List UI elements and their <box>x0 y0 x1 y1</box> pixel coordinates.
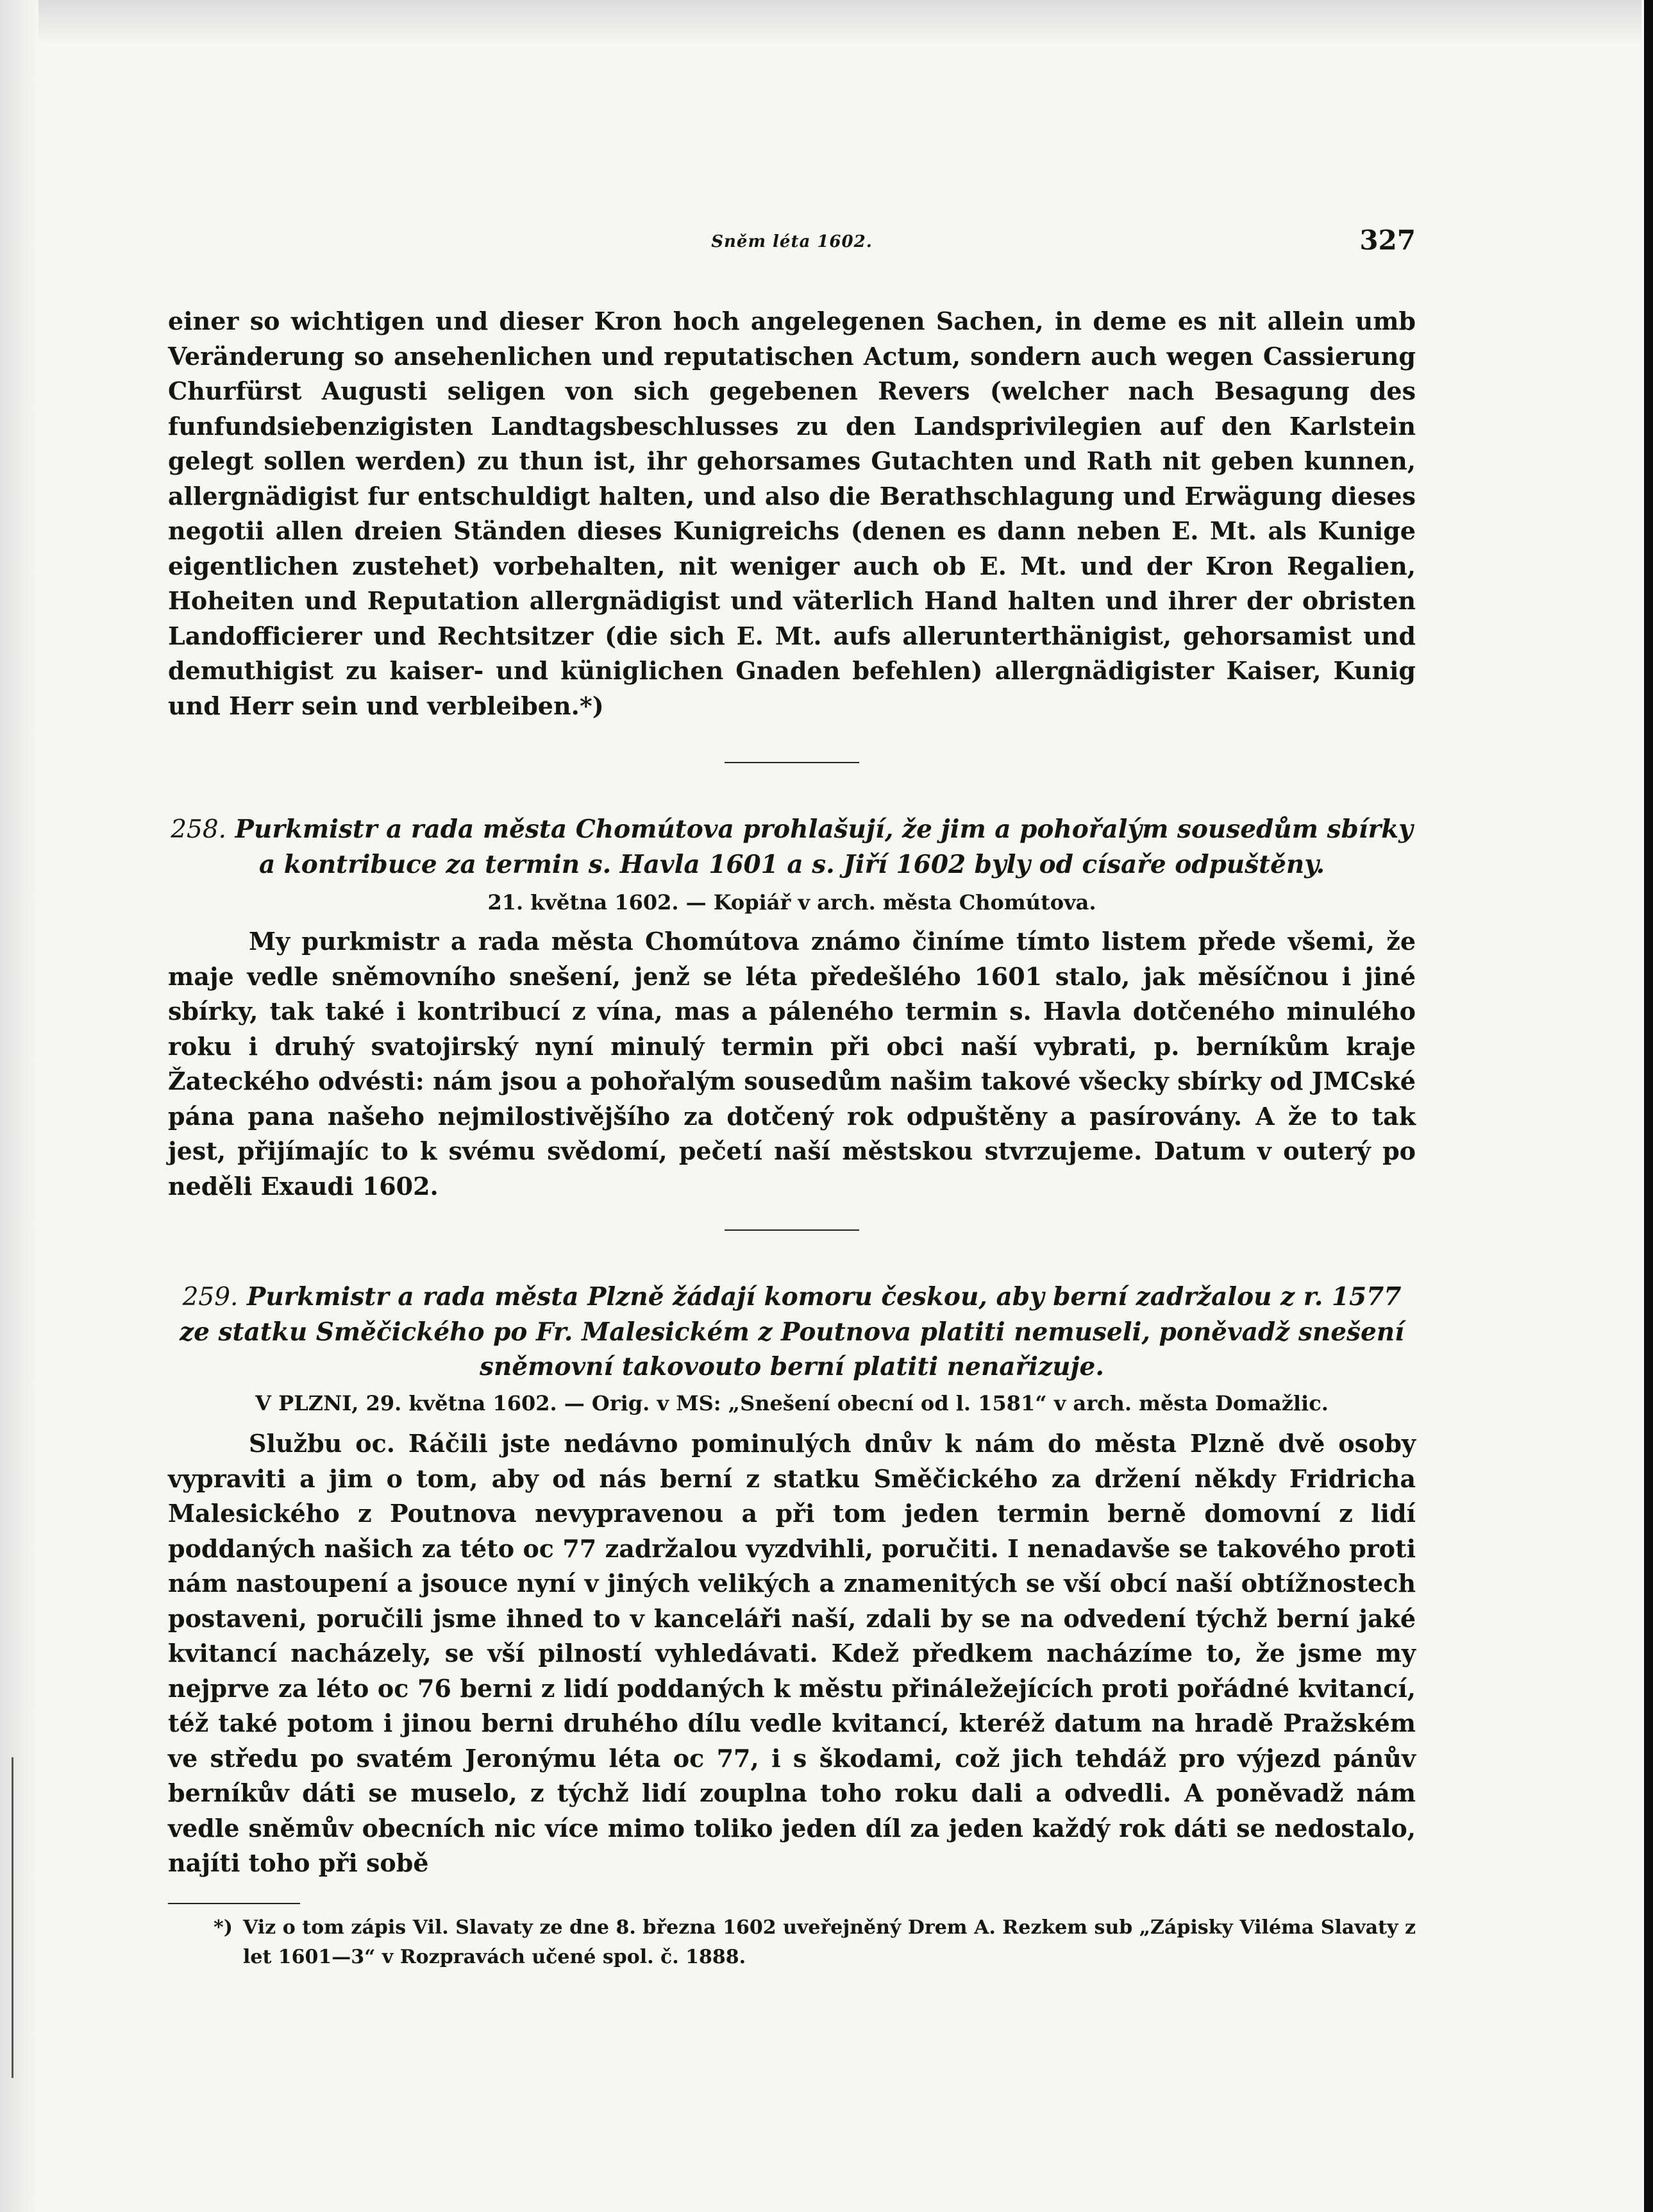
footnote <box>214 1913 1416 1972</box>
section-title: Purkmistr a rada města Plzně žádají komoru českou, aby berní zadržalou z r. 1577 ze statku Směčického po Fr. Malesickém z Poutnova platiti nemuseli, poněvadž snešení sněmovní takovouto berní platiti nenařizuje. <box>180 1282 1404 1381</box>
section-number: 259. <box>182 1283 239 1312</box>
page-content <box>168 224 1416 1972</box>
scan-left-shadow <box>0 0 38 2212</box>
section-title: Purkmistr a rada města Chomútova prohlašují, že jim a pohořalým sousedům sbírky a kontribuce za termin s. Havla 1601 a s. Jiří 1602 byly od císaře odpuštěny. <box>235 815 1413 879</box>
section-heading <box>168 812 1416 882</box>
page-header <box>168 224 1416 263</box>
section-source: 21. května 1602. — Kopiář v arch. města Chomútova. <box>487 890 1096 915</box>
intro-paragraph: einer so wichtigen und dieser Kron hoch angelegenen Sachen, in deme es nit allein umb Veränderung so ansehenlichen und reputatischen Actum, sondern auch wegen Cassierung Churfürst Augusti seligen von sich gegebenen Revers (welcher nach Besagung des funfundsiebenzigisten Landtagsbeschlusses zu den Landsprivilegien auf den Karlstein gelegt sollen werden) zu thun ist, ihr gehorsames Gutachten und Rath nit geben kunnen, allergnädigist fur entschuldigt halten, und also die Berathschlagung und Erwägung dieses negotii allen dreien Ständen dieses Kunigreichs (denen es dann neben E. Mt. als Kunige eigentlichen zustehet) vorbehalten, nit weniger auch ob E. Mt. und der Kron Regalien, Hoheiten und Reputation allergnädigist und väterlich Hand halten und ihrer der obristen Landofficierer und Rechtsitzer (die sich E. Mt. aufs allerunterthänigist, gehorsamist und demuthigist zu kaiser- und küniglichen Gnaden befehlen) allergnädigister Kaiser, Kunig und Herr sein und verbleiben.*) <box>168 307 1416 720</box>
section-body: Službu oc. Ráčili jste nedávno pominulých dnův k nám do města Plzně dvě osoby vypraviti a jim o tom, aby od nás berní z statku Směčického za držení někdy Fridricha Malesického z Poutnova nevypravenou a při tom jeden termin berně domovní z lidí poddaných našich za této oc 77 zadržalou vyzdvihli, poručiti. I nenadavše se takového proti nám nastoupení a jsouce nyní v jiných velikých a znamenitých se vší obcí naší obtížnostech postaveni, poručili jsme ihned to v kanceláři naší, zdali by se na odvedení týchž berní jaké kvitancí nacházely, se vší pilností vyhledávati. Kdež předkem nacházíme to, že jsme my nejprve za léto oc 76 berni z lidí poddaných k městu přináležejících proti pořádné kvitancí, též také potom i jinou berni druhého dílu vedle kvitancí, kteréž datum na hradě Pražském ve středu po svatém Jeronýmu léta oc 77, i s škodami, což jich tehdáž pro výjezd pánův berníkův dáti se muselo, z týchž lidí zouplna toho roku dali a odvedli. A poněvadž nám vedle sněmův obecních nic více mimo toliko jeden díl za jeden každý rok dáti se nedostalo, najíti toho při sobě <box>168 1429 1416 1877</box>
footnote-text: Viz o tom zápis Vil. Slavaty ze dne 8. března 1602 uveřejněný Drem A. Rezkem sub „Zápisky Viléma Slavaty z let 1601—3“ v Rozpravách učené spol. č. 1888. <box>243 1916 1416 1968</box>
scan-right-edge <box>1644 0 1653 2212</box>
section-259 <box>168 1279 1416 1881</box>
section-heading <box>168 1279 1416 1384</box>
section-number: 258. <box>171 815 227 844</box>
scan-top-shadow <box>0 0 1641 45</box>
scan-margin-mark <box>12 1757 13 2078</box>
footnote-mark: *) <box>214 1916 233 1939</box>
page-number: 327 <box>1359 224 1416 256</box>
running-head: Sněm léta 1602. <box>711 232 873 251</box>
section-body: My purkmistr a rada města Chomútova známo činíme tímto listem přede všemi, že maje vedle sněmovního snešení, jenž se léta předešlého 1601 stalo, jak měsíčnou i jiné sbírky, tak také i kontribucí z vína, mas a páleného termin s. Havla dotčeného minulého roku i druhý svatojirský nyní minulý termin při obci naší vybrati, p. berníkům kraje Žateckého odvésti: nám jsou a pohořalým sousedům našim takové všecky sbírky od JMCské pána pana našeho nejmilostivějšího za dotčený rok odpuštěny a pasírovány. A že to tak jest, přijímajíc to k svému svědomí, pečetí naší městskou stvrzujeme. Datum v outerý po neděli Exaudi 1602. <box>168 927 1416 1201</box>
section-258 <box>168 812 1416 1204</box>
section-source: V PLZNI, 29. května 1602. — Orig. v MS: „Snešení obecní od l. 1581“ v arch. města Domažlic. <box>255 1391 1329 1415</box>
